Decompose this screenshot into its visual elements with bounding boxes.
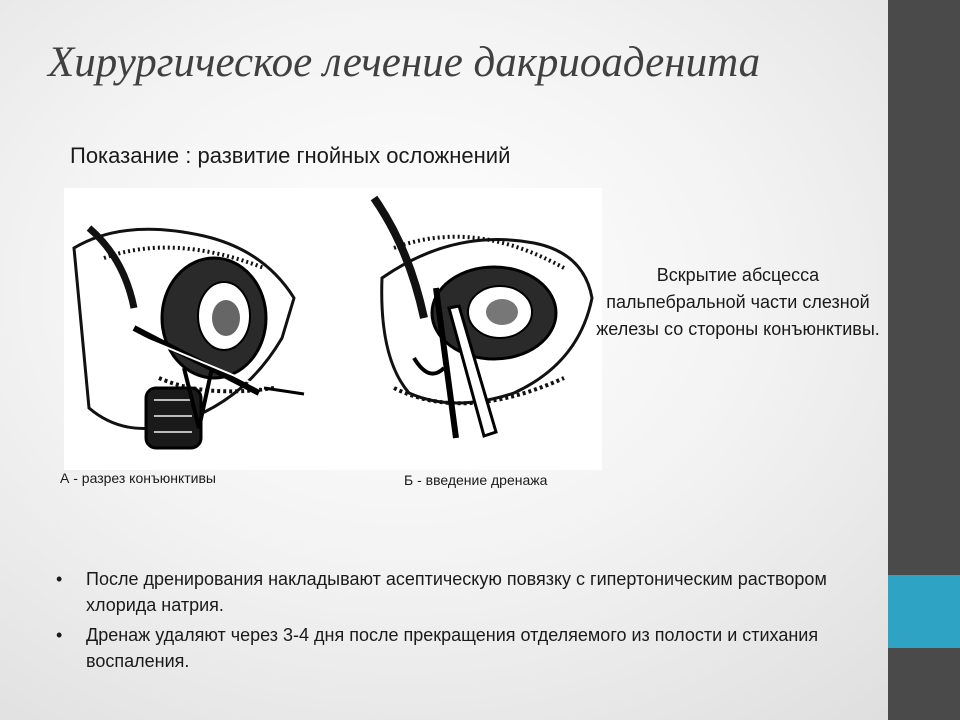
surgery-illustration	[64, 188, 602, 470]
indication-text: Показание : развитие гнойных осложнений	[70, 143, 511, 168]
bullet-icon: •	[56, 625, 63, 645]
caption-a: А - разрез конъюнктивы	[60, 470, 216, 486]
slide-title: Хирургическое лечение дакриоаденита	[48, 39, 761, 86]
caption-b: Б - введение дренажа	[404, 472, 548, 488]
illustration-panel-a	[74, 228, 304, 448]
bullet-text: Дренаж удаляют через 3-4 дня после прекращения отделяемого из полости и стихания воспаления.	[86, 625, 819, 671]
bullet-item	[56, 622, 856, 674]
procedure-description: Вскрытие абсцесса пальпебральной части слезной железы со стороны конъюнктивы.	[596, 265, 880, 339]
bullet-item	[56, 566, 856, 618]
surgery-illustration-svg	[64, 188, 602, 470]
sidebar-accent-block	[888, 575, 960, 648]
bullet-list	[56, 566, 856, 678]
illustration-panel-b	[374, 198, 592, 438]
bullet-text: После дренирования накладывают асептическую повязку с гипертоническим раствором хлорида натрия.	[86, 569, 827, 615]
bullet-icon: •	[56, 569, 63, 589]
